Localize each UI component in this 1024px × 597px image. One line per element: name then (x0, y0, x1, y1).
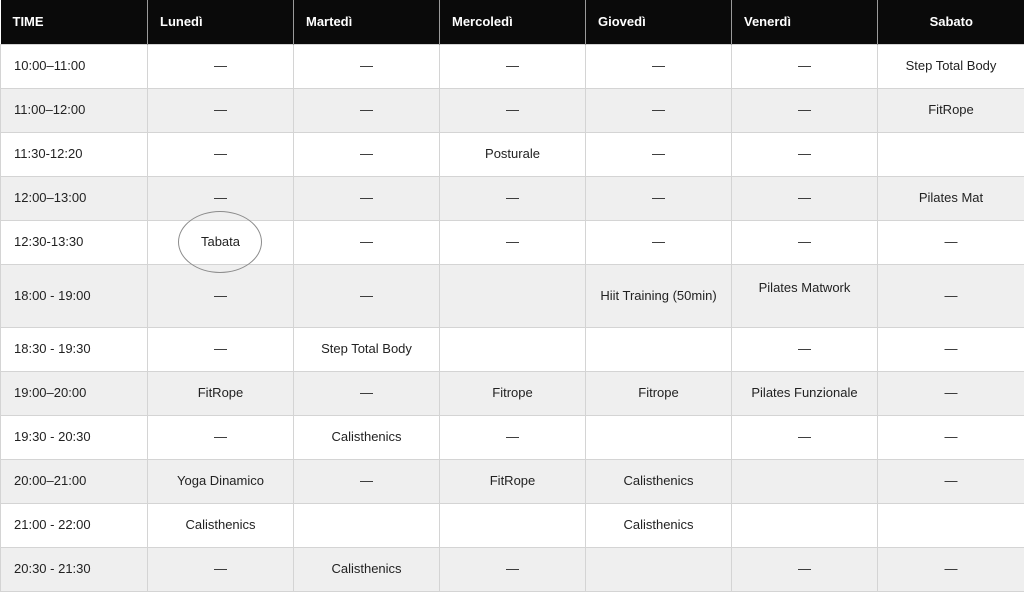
class-cell-highlighted (148, 220, 294, 264)
class-cell: — (148, 176, 294, 220)
class-cell: — (732, 88, 878, 132)
class-cell: Calisthenics (586, 503, 732, 547)
class-cell: — (148, 327, 294, 371)
class-cell (878, 132, 1024, 176)
class-cell: — (878, 371, 1024, 415)
class-cell (586, 415, 732, 459)
class-cell: — (732, 220, 878, 264)
class-label: Tabata (200, 234, 241, 249)
class-cell: — (440, 547, 586, 591)
time-cell: 18:30 - 19:30 (1, 327, 148, 371)
class-cell: Calisthenics (586, 459, 732, 503)
class-cell (878, 503, 1024, 547)
table-row (1, 220, 1024, 264)
time-cell: 12:00–13:00 (1, 176, 148, 220)
header-lunedi: Lunedì (148, 0, 294, 44)
class-cell (440, 264, 586, 327)
class-cell (732, 503, 878, 547)
table-row (1, 132, 1024, 176)
table-row (1, 176, 1024, 220)
class-cell: — (294, 176, 440, 220)
class-cell: — (294, 220, 440, 264)
class-cell: — (148, 264, 294, 327)
class-cell: Calisthenics (294, 415, 440, 459)
table-row (1, 88, 1024, 132)
class-cell: — (586, 220, 732, 264)
class-cell: — (440, 415, 586, 459)
class-cell: — (294, 132, 440, 176)
class-cell: — (586, 44, 732, 88)
schedule-header (1, 0, 1024, 44)
class-cell: — (878, 264, 1024, 327)
table-row (1, 503, 1024, 547)
header-giovedi: Giovedì (586, 0, 732, 44)
class-cell: — (732, 132, 878, 176)
class-cell: Step Total Body (878, 44, 1024, 88)
time-cell: 19:00–20:00 (1, 371, 148, 415)
highlight-circle (178, 211, 262, 273)
class-cell: — (732, 44, 878, 88)
class-cell (586, 327, 732, 371)
class-cell: FitRope (148, 371, 294, 415)
schedule-body (1, 44, 1024, 591)
class-cell: — (878, 415, 1024, 459)
class-cell: FitRope (440, 459, 586, 503)
time-cell: 10:00–11:00 (1, 44, 148, 88)
header-martedi: Martedì (294, 0, 440, 44)
class-cell (440, 503, 586, 547)
class-cell: — (294, 44, 440, 88)
class-cell (294, 503, 440, 547)
class-cell: — (148, 547, 294, 591)
class-cell: Yoga Dinamico (148, 459, 294, 503)
header-time: TIME (1, 0, 148, 44)
class-cell: — (148, 44, 294, 88)
table-row (1, 327, 1024, 371)
class-cell: FitRope (878, 88, 1024, 132)
table-row (1, 459, 1024, 503)
time-cell: 19:30 - 20:30 (1, 415, 148, 459)
class-cell: — (732, 176, 878, 220)
class-cell (732, 459, 878, 503)
class-cell (586, 547, 732, 591)
time-cell: 12:30-13:30 (1, 220, 148, 264)
time-cell: 21:00 - 22:00 (1, 503, 148, 547)
class-cell: — (294, 88, 440, 132)
class-cell: — (148, 132, 294, 176)
table-row (1, 371, 1024, 415)
class-cell: — (294, 371, 440, 415)
class-cell: — (732, 415, 878, 459)
class-cell: — (732, 547, 878, 591)
class-cell: — (586, 176, 732, 220)
class-cell: — (148, 415, 294, 459)
class-cell: Pilates Mat (878, 176, 1024, 220)
class-cell: — (878, 459, 1024, 503)
class-cell: — (440, 88, 586, 132)
class-cell: — (148, 88, 294, 132)
table-row (1, 44, 1024, 88)
header-sabato: Sabato (878, 0, 1024, 44)
class-cell: Hiit Training (50min) (586, 264, 732, 327)
header-mercoledi: Mercoledì (440, 0, 586, 44)
class-cell: — (586, 88, 732, 132)
class-cell: — (732, 327, 878, 371)
time-cell: 18:00 - 19:00 (1, 264, 148, 327)
class-cell: — (294, 264, 440, 327)
class-cell: Step Total Body (294, 327, 440, 371)
header-row (1, 0, 1024, 44)
table-row (1, 547, 1024, 591)
table-row (1, 264, 1024, 327)
class-cell: Posturale (440, 132, 586, 176)
class-cell: Calisthenics (294, 547, 440, 591)
time-cell: 11:00–12:00 (1, 88, 148, 132)
class-cell: — (440, 176, 586, 220)
highlight-wrapper (201, 233, 240, 251)
class-cell: — (878, 327, 1024, 371)
class-cell: Fitrope (440, 371, 586, 415)
class-cell: — (440, 220, 586, 264)
time-cell: 20:00–21:00 (1, 459, 148, 503)
class-cell: — (586, 132, 732, 176)
time-cell: 20:30 - 21:30 (1, 547, 148, 591)
header-venerdi: Venerdì (732, 0, 878, 44)
class-cell: Pilates Funzionale (732, 371, 878, 415)
class-cell: Fitrope (586, 371, 732, 415)
class-cell: Pilates Matwork (732, 264, 878, 327)
class-cell: Calisthenics (148, 503, 294, 547)
time-cell: 11:30-12:20 (1, 132, 148, 176)
class-cell: — (878, 220, 1024, 264)
class-cell: — (294, 459, 440, 503)
table-row (1, 415, 1024, 459)
class-cell: — (440, 44, 586, 88)
class-cell: — (878, 547, 1024, 591)
class-cell (440, 327, 586, 371)
